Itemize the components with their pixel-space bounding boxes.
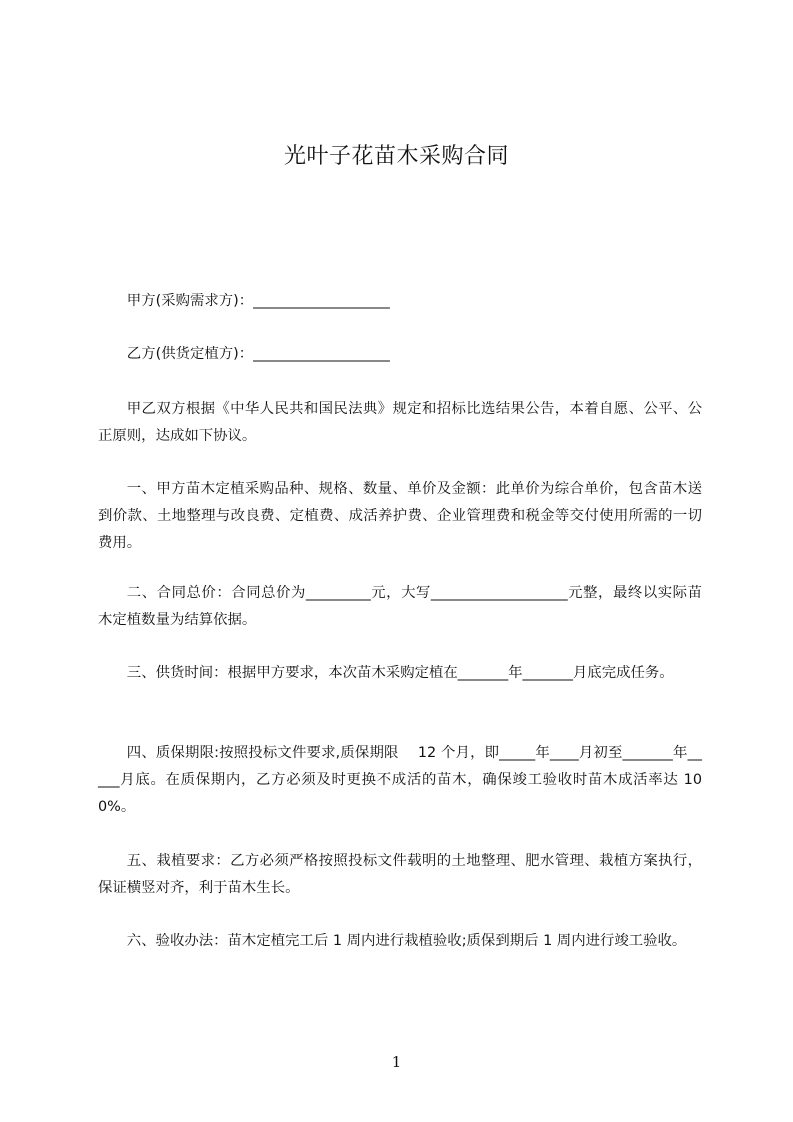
party-a-line: 甲方(采购需求方)：___________________ (126, 293, 390, 309)
clause-4: 四、质保期限:按照投标文件要求,质保期限 12 个月，即_____年____月初至_______年_____月底。在质保期内，乙方必须及时更换不成活的苗木，确保竣工验收时苗木成活率达 100%。 (98, 745, 702, 815)
document-title: 光叶子花苗木采购合同 (283, 144, 509, 169)
clause-6: 六、验收办法：苗木定植完工后 1 周内进行栽植验收;质保到期后 1 周内进行竣工验收。 (126, 933, 687, 949)
intro-paragraph: 甲乙双方根据《中华人民共和国民法典》规定和招标比选结果公告，本着自愿、公平、公正原则，达成如下协议。 (98, 401, 702, 444)
page-number: 1 (391, 1053, 402, 1071)
clause-5: 五、栽植要求：乙方必须严格按照投标文件载明的土地整理、肥水管理、栽植方案执行，保证横竖对齐，利于苗木生长。 (98, 853, 702, 896)
clause-3: 三、供货时间：根据甲方要求，本次苗木采购定植在_______年_______月底完成任务。 (126, 665, 674, 681)
party-b-line: 乙方(供货定植方)：___________________ (126, 346, 390, 362)
clause-2: 二、合同总价：合同总价为_________元，大写___________________元整，最终以实际苗木定植数量为结算依据。 (98, 585, 702, 628)
clause-1: 一、甲方苗木定植采购品种、规格、数量、单价及金额：此单价为综合单价，包含苗木送到价款、土地整理与改良费、定植费、成活养护费、企业管理费和税金等交付使用所需的一切费用。 (98, 481, 702, 551)
